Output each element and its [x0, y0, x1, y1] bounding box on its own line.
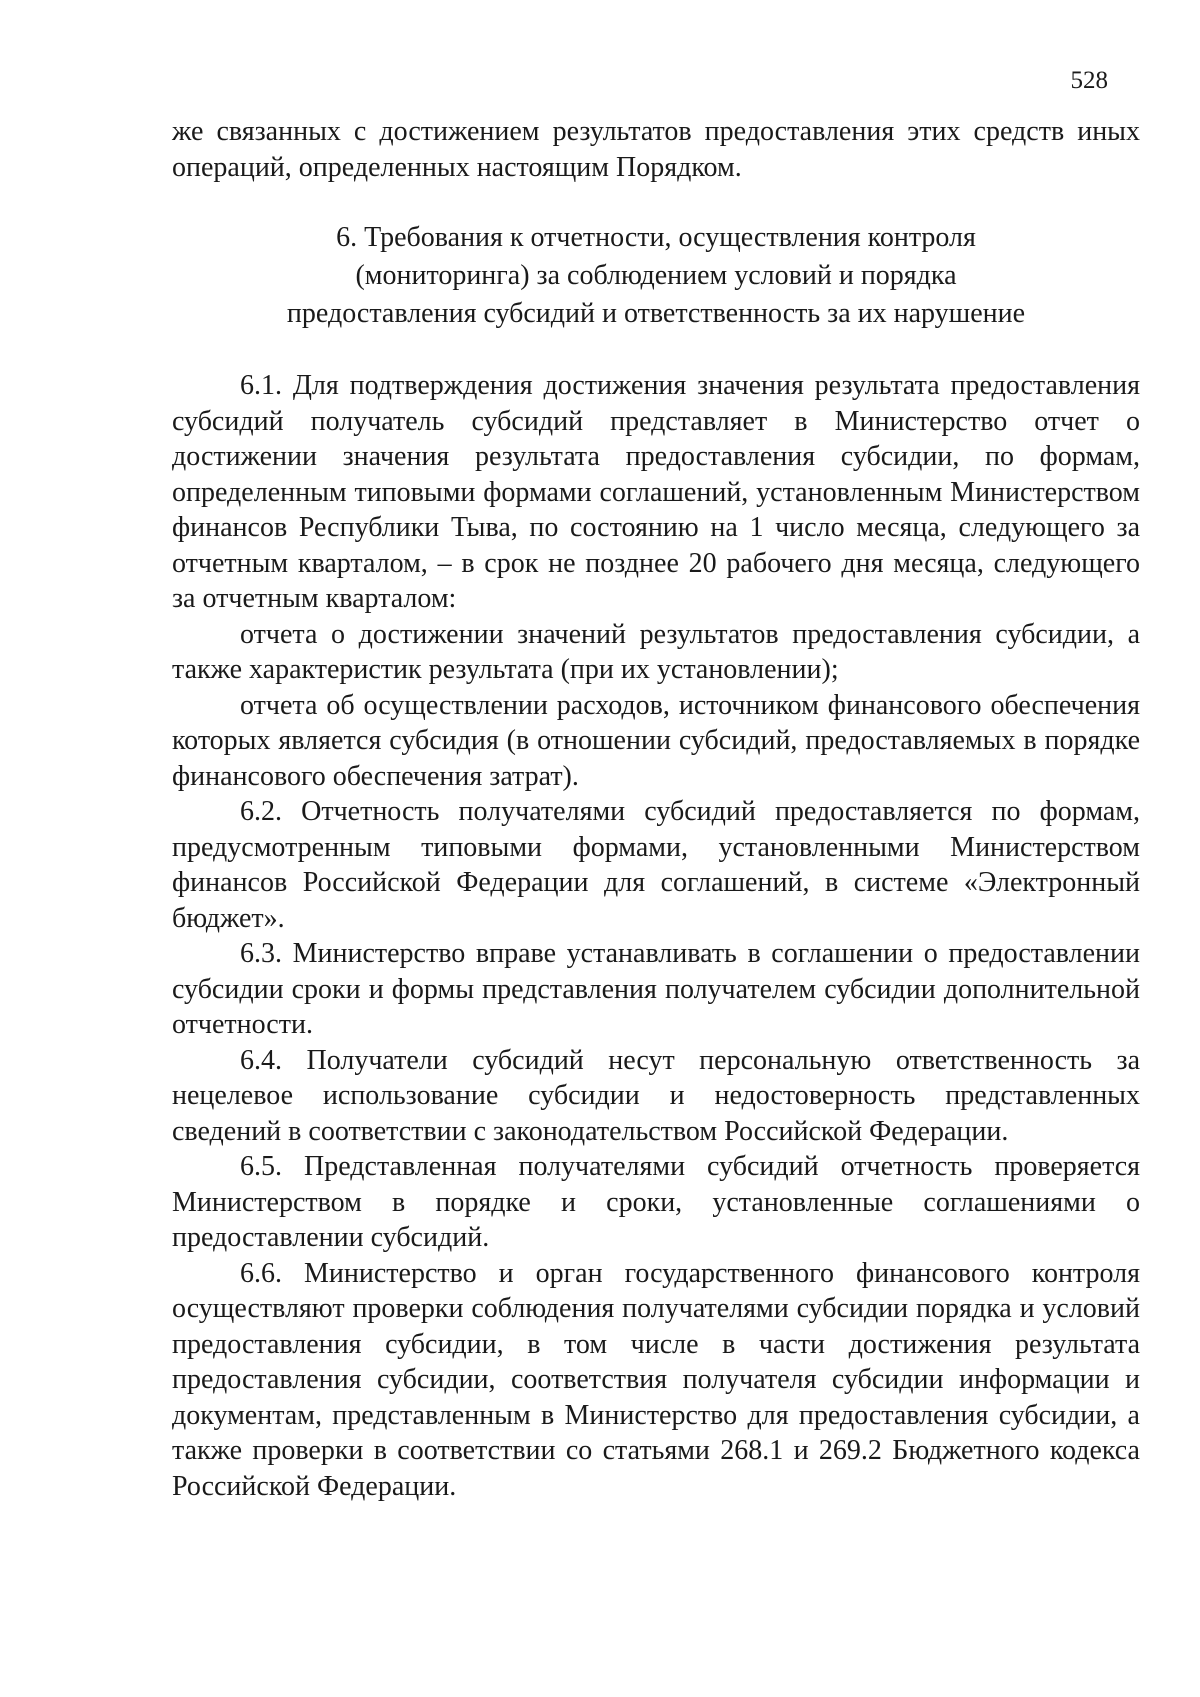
- paragraph-6-2: 6.2. Отчетность получателями субсидий предоставляется по формам, предусмотренным типовыми формами, установленными Министерством финансов Российской Федерации для соглашений, в системе «Электронный бюджет».: [172, 796, 1140, 934]
- paragraph-6-1-item-b: отчета об осуществлении расходов, источником финансового обеспечения которых является субсидия (в отношении субсидий, предоставляемых в порядке финансового обеспечения затрат).: [172, 689, 1140, 792]
- paragraph-6-1-item-a: отчета о достижении значений результатов предоставления субсидии, а также характеристик результата (при их установлении);: [172, 618, 1140, 685]
- page-number: 528: [1070, 67, 1108, 94]
- paragraph-6-4: 6.4. Получатели субсидий несут персональную ответственность за нецелевое использование субсидии и недостоверность представленных сведений в соответствии с законодательством Российской Федерации.: [172, 1044, 1140, 1147]
- section-heading-line-2: (мониторинга) за соблюдением условий и порядка: [355, 260, 957, 291]
- document-body: [172, 114, 1140, 1504]
- section-heading-line-3: предоставления субсидий и ответственность за их нарушение: [286, 298, 1026, 329]
- section-heading: [172, 219, 1140, 333]
- section-heading-line-1: 6. Требования к отчетности, осуществления контроля: [336, 222, 976, 253]
- paragraph-6-1: 6.1. Для подтверждения достижения значения результата предоставления субсидий получатель субсидий представляет в Министерство отчет о достижении значения результата предоставления субсидии, по формам, определенным типовыми формами соглашений, установленным Министерством финансов Республики Тыва, по состоянию на 1 число месяца, следующего за отчетным кварталом, – в срок не позднее 20 рабочего дня месяца, следующего за отчетным кварталом:: [172, 370, 1140, 614]
- paragraph-6-5: 6.5. Представленная получателями субсидий отчетность проверяется Министерством в порядке и сроки, установленные соглашениями о предоставлении субсидий.: [172, 1151, 1140, 1253]
- paragraph-6-3: 6.3. Министерство вправе устанавливать в соглашении о предоставлении субсидии сроки и формы представления получателем субсидии дополнительной отчетности.: [172, 938, 1140, 1040]
- paragraph-6-6: 6.6. Министерство и орган государственного финансового контроля осуществляют проверки соблюдения получателями субсидии порядка и условий предоставления субсидии, в том числе в части достижения результата предоставления субсидии, соответствия получателя субсидии информации и документам, представленным в Министерство для предоставления субсидии, а также проверки в соответствии со статьями 268.1 и 269.2 Бюджетного кодекса Российской Федерации.: [172, 1257, 1140, 1502]
- intro-paragraph: же связанных с достижением результатов предоставления этих средств иных операций, определенных настоящим Порядком.: [172, 116, 1140, 183]
